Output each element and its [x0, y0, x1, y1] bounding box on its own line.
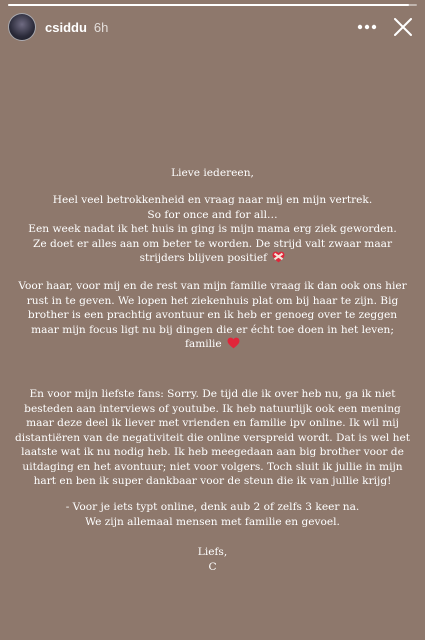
- greeting: Lieve iedereen,: [171, 167, 254, 179]
- paragraph-1-line-2: So for once and for all…: [147, 208, 278, 221]
- more-horizontal-svg: [357, 24, 377, 30]
- close-icon[interactable]: [389, 13, 417, 41]
- signature: C: [208, 560, 217, 573]
- story-progress-bar: [8, 4, 417, 6]
- avatar[interactable]: [8, 13, 36, 41]
- paragraph-1-line-4: Ze doet er alles aan om beter te worden. De strijd valt zwaar maar: [32, 237, 393, 250]
- username[interactable]: csiddu: [45, 19, 87, 35]
- red-heart-icon: [227, 337, 240, 349]
- story-text: [14, 166, 411, 574]
- story-header: [8, 12, 417, 42]
- paragraph-4-line-2: We zijn allemaal mensen met familie en gevoel.: [85, 515, 340, 528]
- post-time: 6h: [93, 19, 109, 35]
- more-horizontal-icon[interactable]: [353, 13, 381, 41]
- paragraph-1-line-1: Heel veel betrokkenheid en vraag naar mij en mijn vertrek.: [52, 194, 373, 207]
- paragraph-2: [14, 279, 411, 351]
- close-svg: [394, 18, 412, 36]
- paragraph-1-line-3: Een week nadat ik het huis in ging is mijn mama erg ziek geworden.: [28, 223, 397, 236]
- bandaged-heart-icon: [272, 251, 285, 263]
- paragraph-4-line-1: - Voor je iets typt online, denk aub 2 of zelfs 3 keer na.: [65, 501, 360, 514]
- paragraph-1-line-5: [14, 251, 411, 265]
- story-progress-fill: [8, 4, 409, 6]
- paragraph-3: En voor mijn liefste fans: Sorry. De tijd die ik over heb nu, ga ik niet besteden aan interviews of youtube. Ik heb natuurlijk ook een mening maar deze deel ik liever met vrienden en familie ipv online. Ik wil mij distantiëren van de negativiteit die online verspreid wordt. Dat is wel het laatste wat ik nu nodig heb. Ik heb meegedaan aan big brother voor de uitdaging en het avontuur; niet voor volgers. Toch sluit ik jullie in mijn hart en ben ik super dankbaar voor de steun die ik van jullie krijg!: [14, 388, 411, 487]
- paragraph-2-text: Voor haar, voor mij en de rest van mijn familie vraag ik dan ook ons hier rust in te geven. We lopen het ziekenhuis plat om bij haar te zijn. Big brother is een prachtig avontuur en ik heb er genoeg over te zeggen maar mijn focus ligt nu bij dingen die er écht toe doen in het leven; familie: [18, 280, 407, 351]
- closing: Liefs,: [197, 546, 228, 559]
- paragraph-1-line-5-text: strijders blijven positief: [139, 252, 268, 265]
